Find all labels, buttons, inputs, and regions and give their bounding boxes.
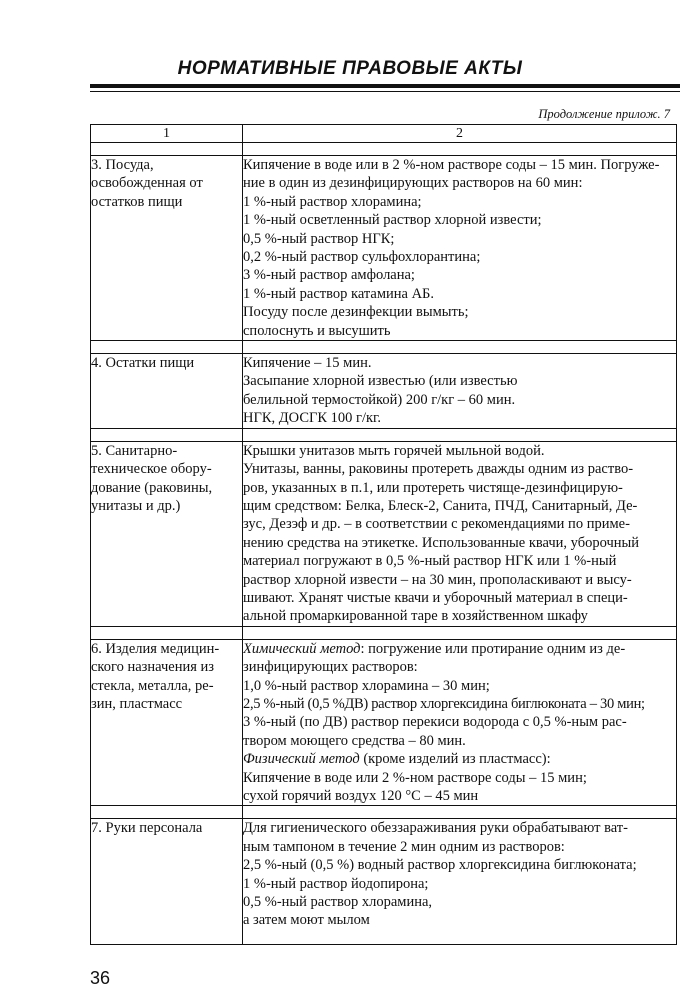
- method-line: зинфицирующих растворов:: [243, 659, 418, 676]
- method-line: Засыпание хлорной известью (или известью: [243, 373, 518, 390]
- method-line: щим средством: Белка, Блеск-2, Санита, ПЧД, Санитарный, Де-: [243, 497, 638, 514]
- header-rule-thick: [90, 84, 680, 88]
- page-header-title: НОРМАТИВНЫЕ ПРАВОВЫЕ АКТЫ: [177, 58, 523, 79]
- column-header-1: 1: [91, 125, 243, 143]
- method-line: 1 %-ный раствор хлорамина;: [243, 193, 422, 210]
- method-line: Кипячение – 15 мин.: [243, 355, 372, 372]
- method-line: Кипячение в воде или 2 %-ном растворе соды – 15 мин;: [243, 769, 587, 786]
- object-line: 4. Остатки пищи: [91, 355, 195, 372]
- method-line: 0,2 %-ный раствор сульфохлорантина;: [243, 249, 481, 266]
- table-row: [91, 819, 677, 944]
- method-line: Унитазы, ванны, раковины протереть дважды одним из раство-: [243, 461, 634, 478]
- object-line: ского назначения из: [91, 659, 215, 676]
- method-line: 2,5 %-ный (0,5 %) водный раствор хлоргексидина биглюконата;: [243, 857, 637, 874]
- method-line: [243, 640, 676, 658]
- method-line: 1 %-ный раствор катамина АБ.: [243, 285, 435, 302]
- row-method-cell: [243, 354, 677, 429]
- object-line: 6. Изделия медицин-: [91, 640, 220, 657]
- object-line: стекла, металла, ре-: [91, 677, 214, 694]
- table-spacer: [91, 428, 677, 441]
- row-object-cell: [91, 354, 243, 429]
- method-line: ние в один из дезинфицирующих растворов на 60 мин:: [243, 175, 583, 192]
- method-line: материал погружают в 0,5 %-ный раствор НГК или 1 %-ный: [243, 553, 617, 570]
- method-line: шивают. Хранят чистые квачи и уборочный материал в специ-: [243, 589, 628, 606]
- table-spacer: [91, 143, 677, 156]
- method-line: Для гигиенического обеззараживания руки обрабатывают ват-: [243, 820, 628, 837]
- object-line: дование (раковины,: [91, 479, 213, 496]
- method-line: 3 %-ный раствор амфолана;: [243, 267, 415, 284]
- row-method-cell: [243, 819, 677, 944]
- method-line: 1 %-ный раствор йодопирона;: [243, 875, 429, 892]
- method-line: а затем моют мылом: [243, 912, 370, 929]
- physical-method-text: (кроме изделий из пластмасс):: [359, 751, 551, 768]
- method-line: сполоснуть и высушить: [243, 322, 391, 339]
- method-line: ров, указанных в п.1, или протереть чистяще-дезинфицирую-: [243, 479, 623, 496]
- method-line: 0,5 %-ный раствор хлорамина,: [243, 894, 433, 911]
- method-line: 0,5 %-ный раствор НГК;: [243, 230, 395, 247]
- object-line: 7. Руки персонала: [91, 820, 203, 837]
- table-spacer: [91, 341, 677, 354]
- method-line: Кипячение в воде или в 2 %-ном растворе соды – 15 мин. Погруже-: [243, 157, 660, 173]
- row-method-cell: [243, 156, 677, 341]
- row-object-cell: [91, 156, 243, 341]
- row-object-cell: [91, 441, 243, 626]
- object-line: освобожденная от: [91, 175, 203, 192]
- chemical-method-label: Химический метод: [243, 640, 361, 657]
- method-line: 1,0 %-ный раствор хлорамина – 30 мин;: [243, 677, 490, 694]
- method-line: 3 %-ный (по ДВ) раствор перекиси водорода с 0,5 %-ным рас-: [243, 714, 627, 731]
- row-method-cell: [243, 639, 677, 806]
- method-line: Крышки унитазов мыть горячей мыльной водой.: [243, 442, 545, 459]
- continuation-note: Продолжение прилож. 7: [538, 107, 670, 121]
- table-row: [91, 156, 677, 341]
- row-method-cell: [243, 441, 677, 626]
- regulation-table: [90, 124, 677, 945]
- header-rule-thin: [90, 91, 680, 92]
- object-line: зин, пластмасс: [91, 695, 183, 712]
- table-spacer: [91, 806, 677, 819]
- row-object-cell: [91, 639, 243, 806]
- method-line: раствор хлорной извести – на 30 мин, прополаскивают и высу-: [243, 571, 632, 588]
- object-line: техническое обору-: [91, 461, 212, 478]
- method-line: альной промаркированной таре в хозяйственном шкафу: [243, 608, 588, 625]
- table-header-row: [91, 125, 677, 143]
- method-line: 1 %-ный осветленный раствор хлорной извести;: [243, 212, 542, 229]
- method-line: ным тампоном в течение 2 мин одним из растворов:: [243, 838, 565, 855]
- page-number: 36: [90, 968, 111, 988]
- table-row: [91, 441, 677, 626]
- row-object-cell: [91, 819, 243, 944]
- method-line: твором моющего средства – 80 мин.: [243, 732, 466, 749]
- method-line: зус, Дезэф и др. – в соответствии с рекомендациями по приме-: [243, 516, 630, 533]
- object-line: унитазы и др.): [91, 497, 181, 514]
- method-line: 2,5 %-ный (0,5 %ДВ) раствор хлоргексидина биглюконата – 30 мин;: [243, 695, 645, 712]
- table-row: [91, 639, 677, 806]
- column-header-2: 2: [243, 125, 677, 143]
- table-spacer: [91, 626, 677, 639]
- table-row: [91, 354, 677, 429]
- method-line: Посуду после дезинфекции вымыть;: [243, 304, 469, 321]
- object-line: 5. Санитарно-: [91, 442, 178, 459]
- object-line: остатков пищи: [91, 193, 183, 210]
- method-line: нению средства на этикетке. Использованные квачи, уборочный: [243, 534, 640, 551]
- method-line: белильной термостойкой) 200 г/кг – 60 мин.: [243, 391, 516, 408]
- method-line: НГК, ДОСГК 100 г/кг.: [243, 410, 381, 427]
- physical-method-label: Физический метод: [243, 751, 360, 768]
- method-line: сухой горячий воздух 120 °С – 45 мин: [243, 788, 479, 804]
- method-line: [243, 750, 676, 768]
- object-line: 3. Посуда,: [91, 157, 154, 173]
- chemical-method-text: : погружение или протирание одним из де-: [360, 640, 626, 657]
